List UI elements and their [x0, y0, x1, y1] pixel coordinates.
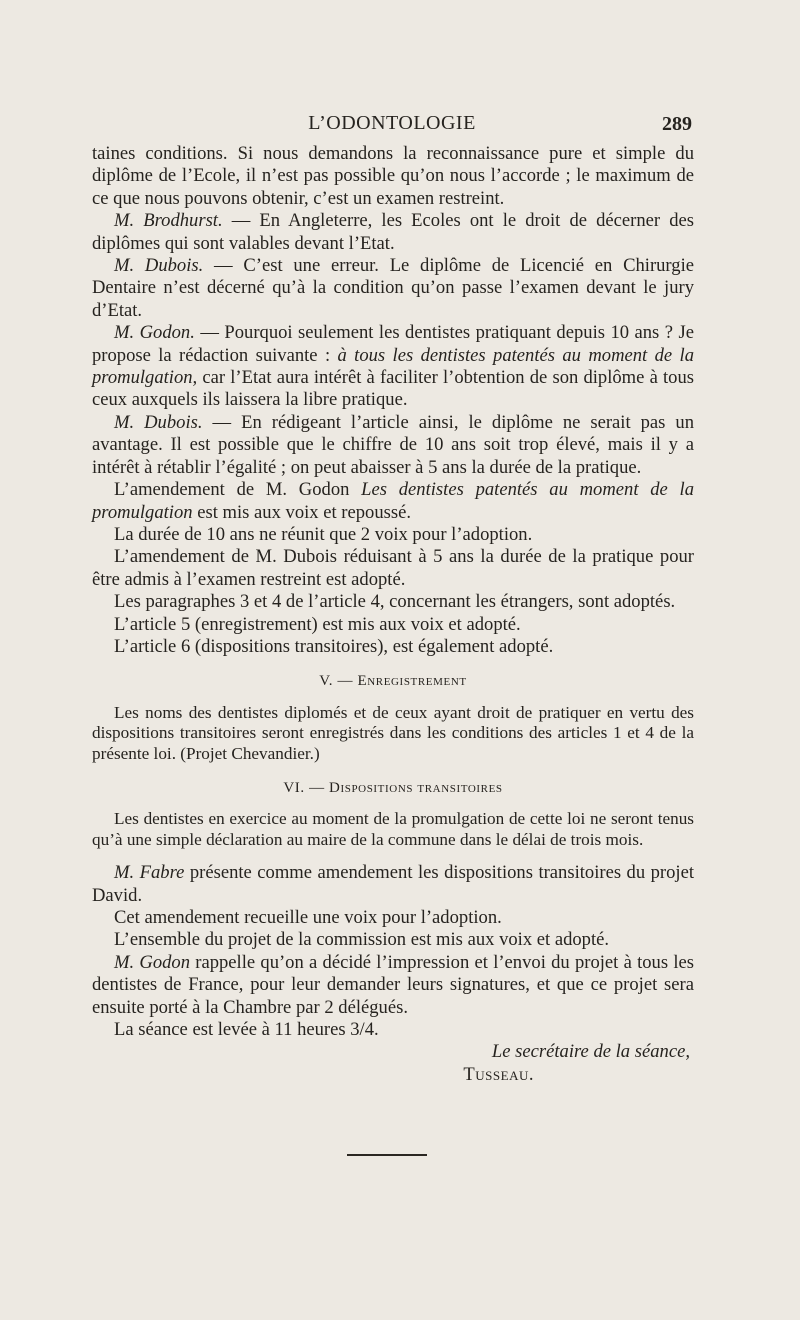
- law-text: [92, 703, 694, 765]
- spacer: [92, 850, 694, 862]
- paragraph-text: Les paragraphes 3 et 4 de l’article 4, concernant les étrangers, sont adoptés.: [114, 591, 676, 613]
- paragraph-text: L’article 6 (dispositions transitoires), est également adopté.: [114, 635, 554, 657]
- page-body: [92, 143, 694, 1086]
- signature-role-text: Le secrétaire de la séance,: [491, 1041, 690, 1063]
- paragraph: [92, 143, 694, 210]
- paragraph: [92, 1019, 694, 1041]
- speaker-name: M. Brodhurst.: [114, 210, 223, 232]
- speaker-name: M. Dubois.: [114, 255, 204, 277]
- paragraph: [92, 862, 694, 907]
- law-text: [92, 809, 694, 850]
- paragraph-text: Les noms des dentistes diplomés et de ceux ayant droit de pratiquer en vertu des dispositions transitoires seront enregistrés dans les conditions des articles 1 et 4 de la présente loi. (Projet Chevandier.): [92, 702, 694, 763]
- paragraph-text: La séance est levée à 11 heures 3/4.: [114, 1018, 379, 1040]
- paragraph-text: Les dentistes en exercice au moment de la promulgation de cette loi ne seront tenus qu’à une simple déclaration au maire de la commune dans le délai de trois mois.: [92, 808, 694, 849]
- paragraph: [92, 614, 694, 636]
- paragraph-text: présente comme amendement les dispositions transitoires du projet David.: [92, 862, 694, 906]
- section-title: Dispositions transitoires: [329, 779, 503, 796]
- paragraph: [92, 636, 694, 658]
- section-number: VI. —: [283, 779, 330, 796]
- paragraph: [92, 907, 694, 929]
- paragraph-text: — C’est une erreur. Le diplôme de Licencié en Chirurgie Dentaire n’est décerné qu’à la condition qu’on passe l’examen devant le jury d’Etat.: [92, 255, 695, 321]
- paragraph: [92, 952, 694, 1019]
- paragraph-text: est mis aux voix et repoussé.: [192, 501, 412, 523]
- paragraph-text: taines conditions. Si nous demandons la reconnaissance pure et simple du diplôme de l’Ecole, il n’est pas possible qu’on nous l’accorde ; le maximum de ce que nous pouvons obtenir, c’est un examen restreint.: [92, 143, 694, 209]
- page-number: 289: [662, 113, 692, 135]
- signature-name: Tusseau.: [463, 1063, 534, 1085]
- paragraph-text: L’amendement de M. Dubois réduisant à 5 ans la durée de la pratique pour être admis à l’examen restreint est adopté.: [92, 546, 694, 590]
- paragraph: [92, 591, 694, 613]
- end-rule: [347, 1154, 427, 1156]
- italic-quote: Les dentistes patentés au moment de la promulgation: [92, 479, 694, 523]
- speaker-name: M. Godon.: [114, 322, 195, 344]
- paragraph-text: L’ensemble du projet de la commission est mis aux voix et adopté.: [114, 929, 610, 951]
- section-heading: [92, 670, 694, 692]
- paragraph: [92, 412, 694, 479]
- section-heading: [92, 777, 694, 799]
- speaker-name: M. Dubois.: [114, 411, 203, 433]
- paragraph: [92, 322, 694, 412]
- page-header: [92, 110, 692, 140]
- paragraph-text: — En Angleterre, les Ecoles ont le droit de décerner des diplômes qui sont valables devant l’Etat.: [92, 210, 694, 254]
- paragraph-text: — Pourquoi seulement les dentistes pratiquant depuis 10 ans ? Je propose la rédaction suivante :: [92, 322, 694, 366]
- paragraph: [92, 929, 694, 951]
- paragraph-text: car l’Etat aura intérêt à faciliter l’obtention de son diplôme à tous ceux auxquels ils laissera la libre pratique.: [92, 367, 694, 411]
- section-number: V. —: [319, 673, 358, 690]
- paragraph: [92, 210, 694, 255]
- signature-role: [92, 1041, 694, 1063]
- section-title: Enregistrement: [357, 673, 467, 690]
- paragraph-text: Cet amendement recueille une voix pour l’adoption.: [114, 906, 502, 928]
- paragraph: [92, 479, 694, 524]
- paragraph-text: rappelle qu’on a décidé l’impression et l’envoi du projet à tous les dentistes de France, pour leur demander leurs signatures, et que ce projet sera ensuite porté à la Chambre par 2 délégués.: [92, 951, 694, 1018]
- running-title: L’ODONTOLOGIE: [308, 112, 476, 134]
- paragraph-text: — En rédigeant l’article ainsi, le diplôme ne serait pas un avantage. Il est possible que le chiffre de 10 ans soit trop élevé, mais il y a intérêt à rétablir l’égalité ; on peut abaisser à 5 ans la durée de la pratique.: [92, 411, 695, 478]
- paragraph-text: La durée de 10 ans ne réunit que 2 voix pour l’adoption.: [114, 523, 533, 545]
- paragraph: [92, 546, 694, 591]
- paragraph-text: L’article 5 (enregistrement) est mis aux voix et adopté.: [114, 613, 521, 635]
- paragraph: [92, 524, 694, 546]
- speaker-name: M. Fabre: [114, 862, 185, 884]
- paragraph-text: L’amendement de M. Godon: [114, 479, 362, 501]
- italic-quote: à tous les dentistes patentés au moment de la promulgation,: [92, 344, 694, 389]
- speaker-name: M. Godon: [114, 951, 191, 973]
- paragraph: [92, 255, 694, 322]
